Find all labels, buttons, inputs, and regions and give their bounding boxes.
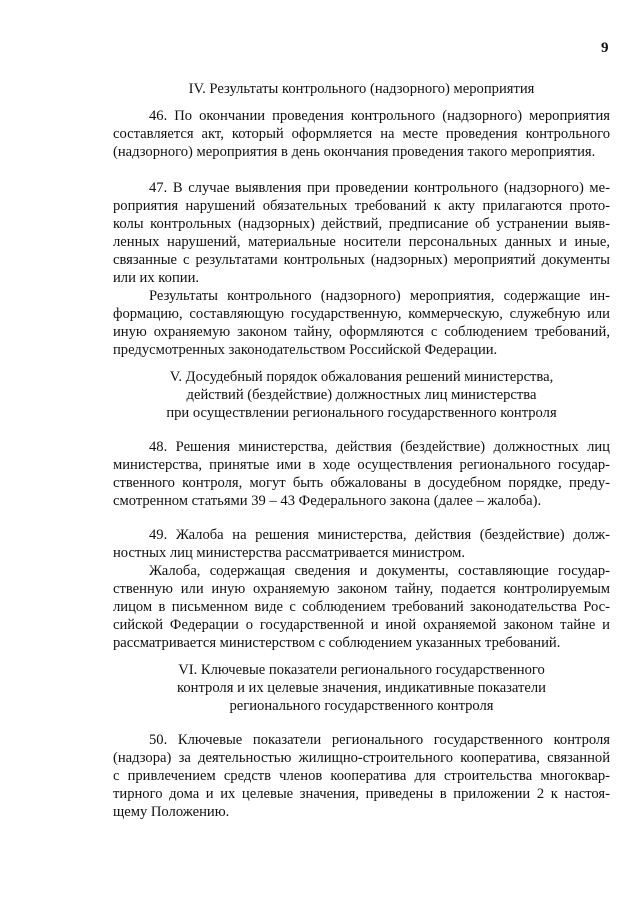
paragraph-line: формацию, составляющую государственную, коммерческую, служебную или <box>113 306 610 322</box>
paragraph-line: 48. Решения министерства, действия (бездействие) должностных лиц <box>149 439 610 455</box>
paragraph-line: или их копии. <box>113 270 200 286</box>
paragraph-line: Результаты контрольного (надзорного) мероприятия, содержащие ин- <box>149 288 610 304</box>
section-heading: V. Досудебный порядок обжалования решений министерства, <box>169 369 554 385</box>
paragraph-line: ственного контроля, могут быть обжалованы в досудебном порядке, преду- <box>113 475 610 491</box>
paragraph-line: роприятия нарушений обязательных требований к акту прилагаются прото- <box>113 198 610 214</box>
paragraph-line: (надзора) за деятельностью жилищно-строительного кооператива, связанной <box>113 750 610 766</box>
paragraph-line: (надзорного) мероприятия в день окончания проведения такого мероприятия. <box>113 144 596 160</box>
paragraph-line: ственную или иную охраняемую законом тайну, подается контролируемым <box>113 581 610 597</box>
section-heading: регионального государственного контроля <box>229 698 494 714</box>
paragraph-line: 49. Жалоба на решения министерства, действия (бездействие) долж- <box>149 527 610 543</box>
paragraph-line: 50. Ключевые показатели регионального государственного контроля <box>149 732 610 748</box>
paragraph-line: лицом в письменном виде с соблюдением требований законодательства Рос- <box>113 599 610 615</box>
section-heading: при осуществлении регионального государственного контроля <box>166 405 557 421</box>
paragraph-line: министерства, принятые ими в ходе осуществления регионального государ- <box>113 457 610 473</box>
section-heading: IV. Результаты контрольного (надзорного) мероприятия <box>188 81 535 97</box>
paragraph-line: Жалоба, содержащая сведения и документы, составляющие государ- <box>149 563 610 579</box>
page-number: 9 <box>601 40 609 56</box>
paragraph-line: предусмотренных законодательством Российской Федерации. <box>113 342 498 358</box>
paragraph-line: составляется акт, который оформляется на месте проведения контрольного <box>113 126 610 142</box>
paragraph-line: ленных нарушений, материальные носители персональных данных и иные, <box>113 234 610 250</box>
paragraph-line: тирного дома и их целевые значения, приведены в приложении 2 к настоя- <box>113 786 610 802</box>
section-heading: VI. Ключевые показатели регионального государственного <box>178 662 545 678</box>
paragraph-line: смотренном статьями 39 – 43 Федерального закона (далее – жалоба). <box>113 493 542 509</box>
section-heading: контроля и их целевые значения, индикативные показатели <box>177 680 546 696</box>
section-heading: действий (бездействие) должностных лиц министерства <box>186 387 537 403</box>
paragraph-line: 47. В случае выявления при проведении контрольного (надзорного) ме- <box>149 180 610 196</box>
paragraph-line: связанные с результатами контрольных (надзорных) мероприятий документы <box>113 252 610 268</box>
paragraph-line: рассматривается министерством с соблюдением указанных требований. <box>113 635 561 651</box>
paragraph-line: ностных лиц министерства рассматривается министром. <box>113 545 465 561</box>
paragraph-line: с привлечением средств членов кооператива для строительства многоквар- <box>113 768 610 784</box>
paragraph-line: сийской Федерации о государственной и иной охраняемой законом тайне и <box>113 617 610 633</box>
paragraph-line: иную охраняемую законом тайну, оформляются с соблюдением требований, <box>113 324 610 340</box>
paragraph-line: колы контрольных (надзорных) действий, предписание об устранении выяв- <box>113 216 610 232</box>
paragraph-line: щему Положению. <box>113 804 230 820</box>
paragraph-line: 46. По окончании проведения контрольного (надзорного) мероприятия <box>149 108 610 124</box>
